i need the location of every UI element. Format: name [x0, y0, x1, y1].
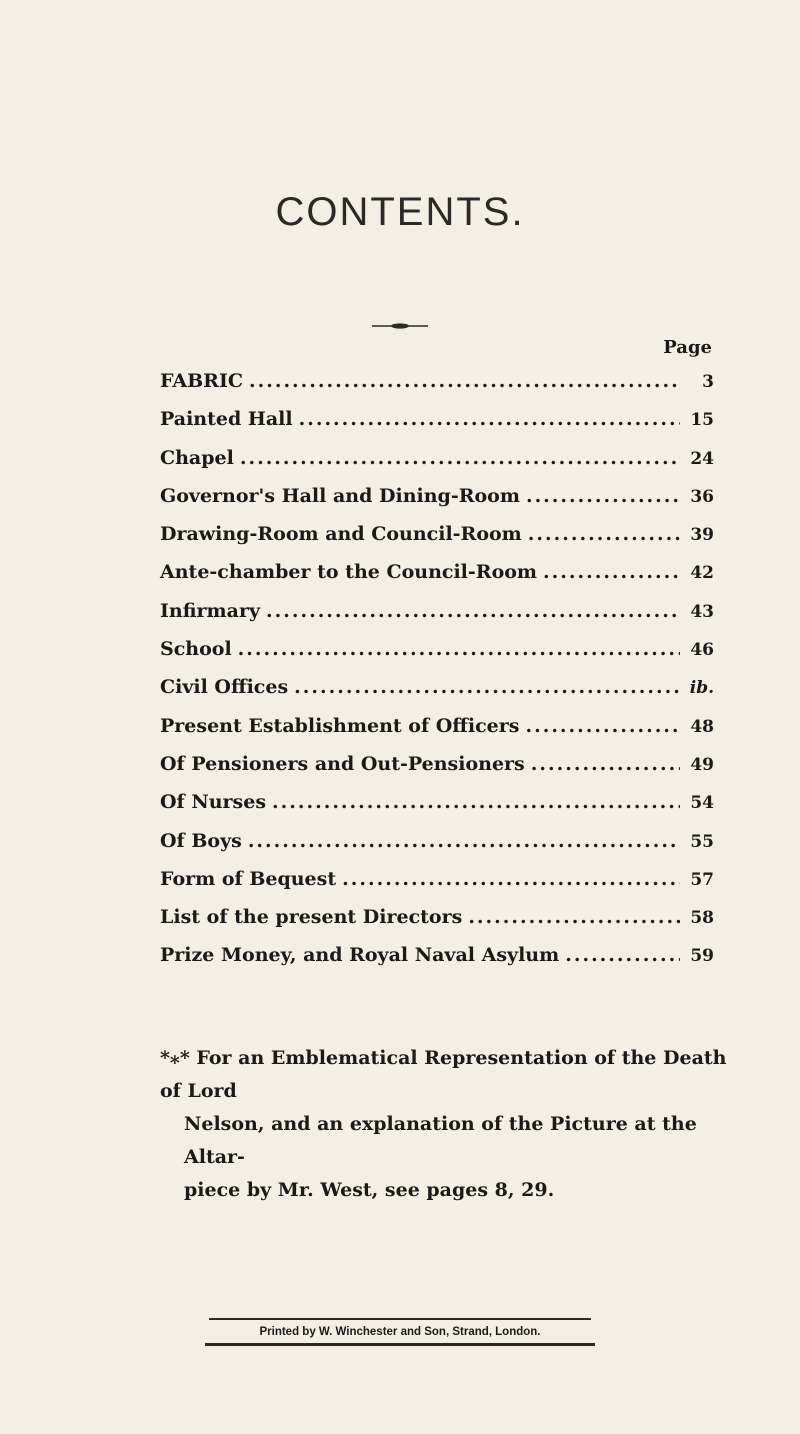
entry-title: List of the present Directors [160, 906, 463, 929]
dot-leader [299, 400, 680, 438]
entry-page-number: ib. [689, 678, 714, 699]
page-column-label: Page [663, 337, 712, 358]
entry-page-number: 46 [690, 640, 714, 661]
footnote-line: *⁎* For an Emblematical Representation of the Death of Lord [160, 1047, 727, 1102]
divider [205, 1343, 595, 1346]
dot-leader [525, 707, 680, 745]
entry-page-number: 57 [690, 869, 714, 890]
contents-entry [160, 783, 714, 821]
entry-title: Form of Bequest [160, 867, 337, 890]
entry-title: Chapel [160, 446, 234, 469]
entry-title: Of Pensioners and Out-Pensioners [160, 752, 525, 775]
dot-leader [294, 668, 680, 706]
entry-title: Drawing-Room and Council-Room [160, 523, 522, 546]
contents-entry [160, 630, 714, 668]
page-title: CONTENTS. [275, 190, 525, 234]
contents-entry [160, 898, 714, 936]
entry-page-number: 15 [690, 410, 714, 431]
entry-page-number: 49 [690, 754, 714, 775]
printer-imprint: Printed by W. Winchester and Son, Strand, London. [259, 1326, 541, 1338]
entry-page-number: 42 [690, 563, 714, 584]
entry-page-number: 3 [702, 372, 714, 392]
dot-leader [249, 362, 680, 400]
entry-title: Present Establishment of Officers [160, 714, 520, 737]
entry-title: Painted Hall [160, 408, 293, 431]
ornament-rule-icon [372, 322, 428, 330]
dot-leader [238, 630, 680, 668]
contents-entry [160, 439, 714, 477]
entry-page-number: 59 [690, 946, 714, 967]
contents-list [160, 362, 714, 975]
contents-entry [160, 668, 714, 706]
printer-colophon [205, 1318, 595, 1346]
contents-entry [160, 860, 714, 898]
dot-leader [543, 553, 680, 591]
entry-title: Civil Offices [160, 676, 289, 699]
contents-entry [160, 745, 714, 783]
divider [209, 1318, 591, 1320]
contents-entry [160, 936, 714, 974]
entry-page-number: 48 [690, 716, 714, 737]
contents-entry [160, 362, 714, 400]
entry-page-number: 58 [690, 908, 714, 929]
entry-title: Infirmary [160, 599, 260, 622]
contents-entry [160, 592, 714, 630]
contents-entry [160, 707, 714, 745]
entry-title: Of Nurses [160, 791, 267, 814]
contents-entry [160, 477, 714, 515]
contents-entry [160, 400, 714, 438]
entry-page-number: 43 [690, 601, 714, 622]
entry-title: Governor's Hall and Dining-Room [160, 484, 520, 507]
contents-entry [160, 553, 714, 591]
entry-page-number: 39 [690, 525, 714, 546]
dot-leader [528, 515, 680, 553]
dot-leader [526, 477, 680, 515]
contents-entry [160, 515, 714, 553]
entry-page-number: 24 [690, 448, 714, 469]
entry-title: Of Boys [160, 829, 242, 852]
dot-leader [266, 592, 680, 630]
footnote [160, 1042, 740, 1207]
entry-page-number: 36 [690, 486, 714, 507]
dot-leader [240, 439, 680, 477]
entry-title: FABRIC [160, 370, 243, 392]
dot-leader [248, 822, 680, 860]
dot-leader [565, 936, 680, 974]
dot-leader [468, 898, 680, 936]
entry-title: Ante-chamber to the Council-Room [160, 561, 538, 584]
dot-leader [531, 745, 680, 783]
dot-leader [342, 860, 680, 898]
footnote-line: piece by Mr. West, see pages 8, 29. [184, 1179, 555, 1201]
dot-leader [272, 783, 680, 821]
contents-entry [160, 822, 714, 860]
entry-title: School [160, 638, 232, 661]
entry-page-number: 55 [690, 831, 714, 852]
entry-page-number: 54 [690, 793, 714, 814]
footnote-line: Nelson, and an explanation of the Picture at the Altar- [184, 1113, 697, 1168]
entry-title: Prize Money, and Royal Naval Asylum [160, 944, 560, 967]
